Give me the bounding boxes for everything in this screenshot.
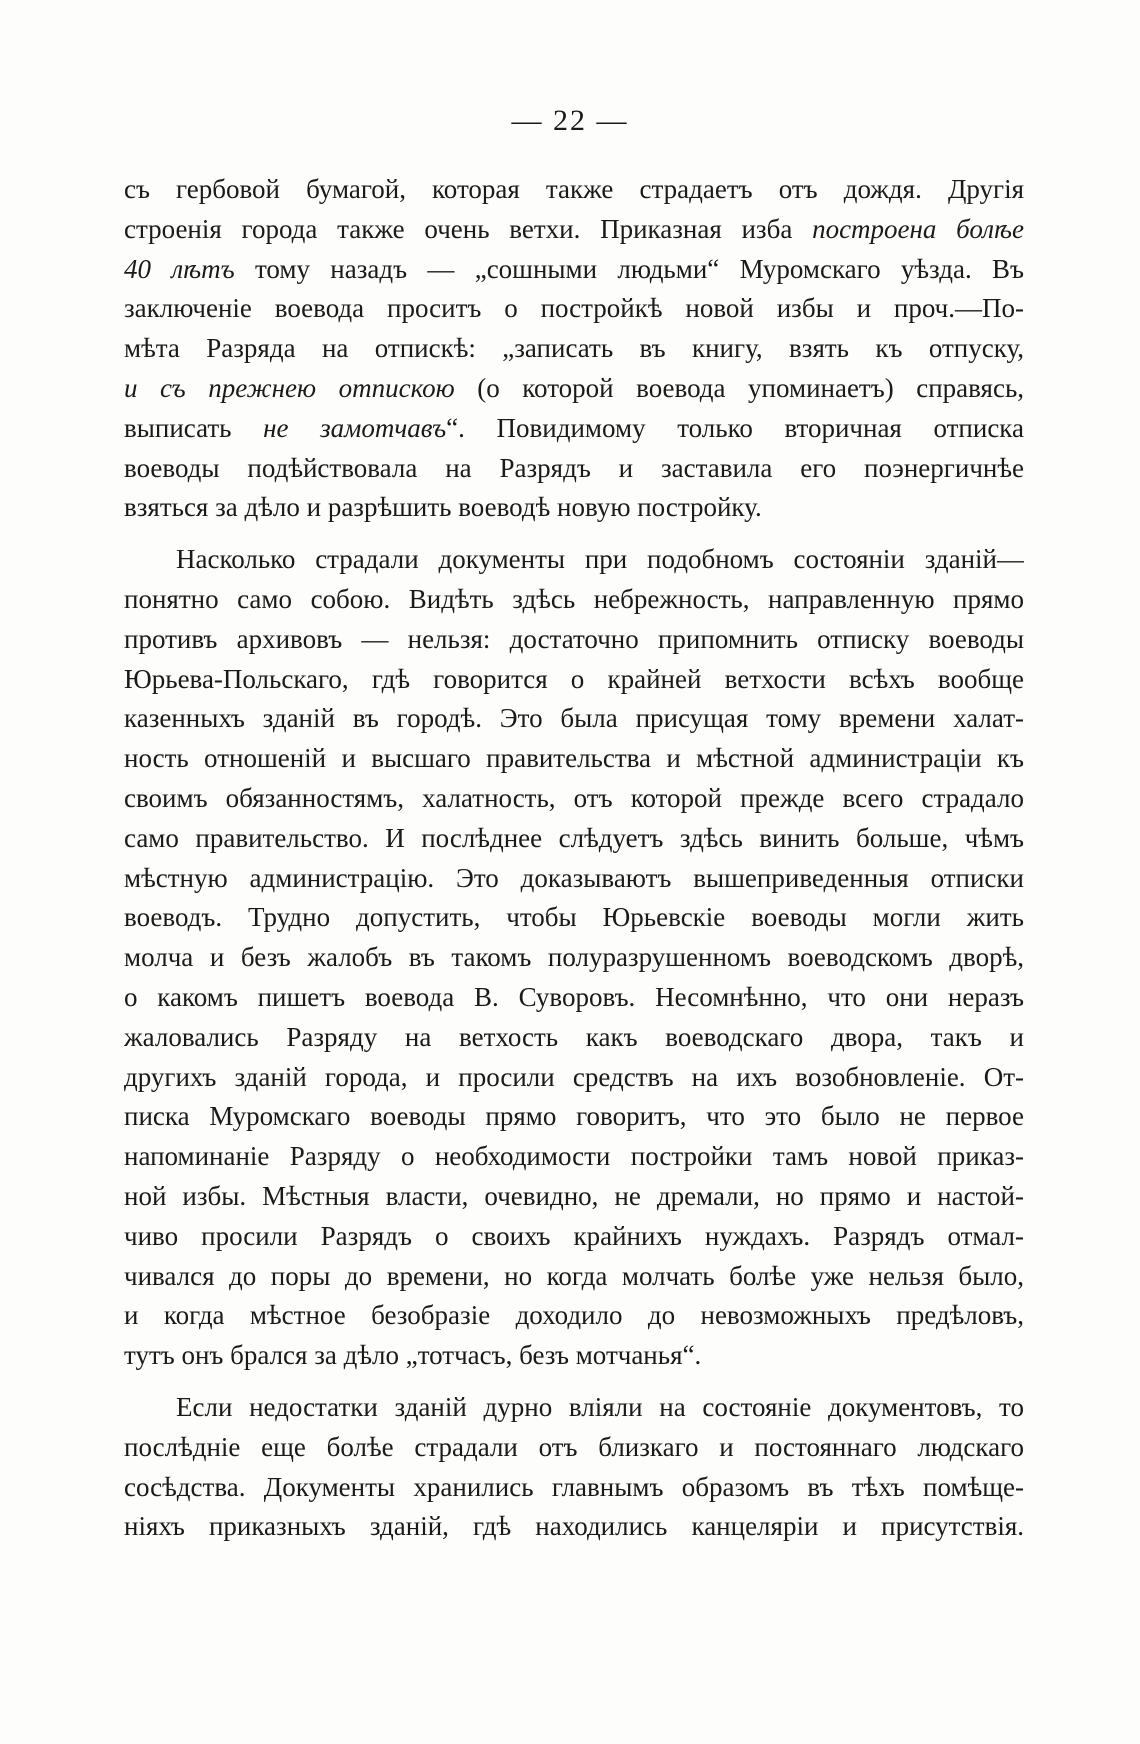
- text-line: молча и безъ жалобъ въ такомъ полуразрушенномъ воеводскомъ дворѣ,: [124, 942, 1024, 973]
- text-line: ной избы. Мѣстныя власти, очевидно, не дремали, но прямо и настой-: [124, 1180, 1024, 1211]
- text-line: воеводъ. Трудно допустить, чтобы Юрьевскіе воеводы могли жить: [124, 902, 1024, 933]
- text-line: Насколько страдали документы при подобномъ состояніи зданій—: [176, 544, 1024, 575]
- page-number: — 22 —: [511, 104, 629, 137]
- text-line: мѣстную администрацію. Это доказываютъ вышеприведенныя отписки: [124, 862, 1024, 893]
- text-line: чиво просили Разрядъ о своихъ крайнихъ нуждахъ. Разрядъ отмал-: [124, 1220, 1024, 1251]
- paragraph-1: [124, 170, 1024, 528]
- text-line: чивался до поры до времени, но когда молчать болѣе уже нельзя было,: [124, 1260, 1024, 1291]
- text-line: выписать не замотчавъ“. Повидимому только вторичная отписка: [124, 412, 1024, 443]
- paragraph-3: [124, 1388, 1024, 1547]
- text-line: заключеніе воевода проситъ о постройкѣ новой избы и проч.—По-: [124, 293, 1024, 324]
- text-line: своимъ обязанностямъ, халатность, отъ которой прежде всего страдало: [124, 782, 1024, 813]
- paragraph-2: [124, 540, 1024, 1376]
- text-line: понятно само собою. Видѣть здѣсь небрежность, направленную прямо: [124, 583, 1024, 614]
- text-line: тутъ онъ брался за дѣло „тотчасъ, безъ мотчанья“.: [124, 1340, 702, 1371]
- text-line: мѣта Разряда на отпискѣ: „записать въ книгу, взять къ отпуску,: [124, 333, 1024, 364]
- text-line: само правительство. И послѣднее слѣдуетъ здѣсь винить больше, чѣмъ: [124, 822, 1024, 853]
- text-line: взяться за дѣло и разрѣшить воеводѣ новую постройку.: [124, 492, 762, 523]
- text-line: послѣдніе еще болѣе страдали отъ близкаго и постояннаго людскаго: [124, 1431, 1024, 1462]
- text-line: и когда мѣстное безобразіе доходило до невозможныхъ предѣловъ,: [124, 1300, 1024, 1331]
- text-line: казенныхъ зданій въ городѣ. Это была присущая тому времени халат-: [124, 703, 1024, 734]
- text-line: противъ архивовъ — нельзя: достаточно припомнить отписку воеводы: [124, 623, 1024, 654]
- text-line: строенія города также очень ветхи. Приказная изба построена болѣе: [124, 213, 1024, 244]
- text-body: [124, 170, 1024, 1547]
- text-line: о какомъ пишетъ воевода В. Суворовъ. Несомнѣнно, что они неразъ: [124, 981, 1024, 1012]
- text-line: жаловались Разряду на ветхость какъ воеводскаго двора, такъ и: [124, 1021, 1024, 1052]
- text-line: 40 лѣтъ тому назадъ — „сошными людьми“ Муромскаго уѣзда. Въ: [124, 253, 1024, 284]
- text-line: ніяхъ приказныхъ зданій, гдѣ находились канцеляріи и присутствія.: [124, 1511, 1024, 1542]
- text-line: Если недостатки зданій дурно вліяли на состояніе документовъ, то: [176, 1391, 1024, 1422]
- text-line: другихъ зданій города, и просили средствъ на ихъ возобновленіе. От-: [124, 1061, 1024, 1092]
- text-line: съ гербовой бумагой, которая также страдаетъ отъ дождя. Другія: [124, 174, 1024, 204]
- text-line: и съ прежнею отпискою (о которой воевода упоминаетъ) справясь,: [124, 372, 1024, 403]
- text-line: сосѣдства. Документы хранились главнымъ образомъ въ тѣхъ помѣще-: [124, 1471, 1024, 1502]
- text-line: Юрьева-Польскаго, гдѣ говорится о крайней ветхости всѣхъ вообще: [124, 663, 1024, 694]
- text-line: напоминаніе Разряду о необходимости постройки тамъ новой приказ-: [124, 1141, 1024, 1172]
- text-line: писка Муромскаго воеводы прямо говоритъ, что это было не первое: [124, 1101, 1024, 1132]
- text-line: воеводы подѣйствовала на Разрядъ и заставила его поэнергичнѣе: [124, 452, 1024, 483]
- text-line: ность отношеній и высшаго правительства и мѣстной администраціи къ: [124, 743, 1024, 774]
